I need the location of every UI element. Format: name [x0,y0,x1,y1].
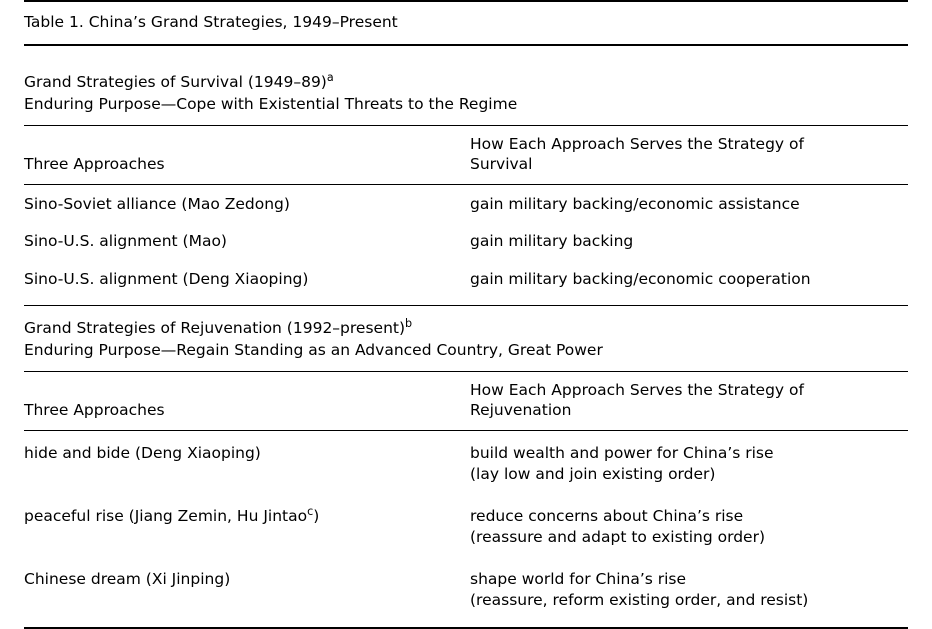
table-row [24,557,908,620]
serves-line2: (reassure, reform existing order, and resist) [470,591,809,610]
section-1-title-line2: Enduring Purpose—Cope with Existential Threats to the Regime [24,94,518,113]
serves-line1: shape world for China’s rise [470,570,687,589]
approach-text: peaceful rise (Jiang Zemin, Hu Jintao [24,507,308,526]
table-row [24,260,908,298]
serves-line1: reduce concerns about China’s rise [470,507,744,526]
section-2-heading-row [24,306,908,371]
section-2-title-footnote-marker: b [405,316,413,330]
approach-cell: Chinese dream (Xi Jinping) [24,570,231,589]
serves-line1: build wealth and power for China’s rise [470,443,774,462]
table-row [24,494,908,557]
spacer-after-caption [24,46,908,60]
serves-cell [470,494,908,557]
approach-cell: hide and bide (Deng Xiaoping) [24,443,261,462]
section-2-colhead-left: Three Approaches [24,401,165,420]
table-caption: Table 1. China’s Grand Strategies, 1949–Present [24,13,398,31]
approach-cell: Sino-Soviet alliance (Mao Zedong) [24,194,290,213]
approach-footnote-marker: c [307,504,314,518]
section-2-title-line2: Enduring Purpose—Regain Standing as an Advanced Country, Great Power [24,340,603,359]
section-2-column-headers [24,372,908,430]
serves-line2: (reassure and adapt to existing order) [470,528,766,547]
section-1-colhead-left: Three Approaches [24,155,165,174]
approach-cell: Sino-U.S. alignment (Deng Xiaoping) [24,270,309,289]
table-caption-row [24,2,908,44]
section-1-title-footnote-marker: a [326,70,334,84]
approach-cell: Sino-U.S. alignment (Mao) [24,232,227,251]
table-row [24,185,908,223]
section-1-heading [24,60,908,125]
approach-cell [24,494,470,557]
section-2-colhead-right-line1: How Each Approach Serves the Strategy of [470,380,804,399]
section-1-title-line1: Grand Strategies of Survival (1949–89) [24,72,327,91]
table-row [24,431,908,494]
serves-cell [470,557,908,620]
spacer-before-bottom-rule [24,620,908,627]
approach-text-tail: ) [313,507,320,526]
serves-cell: gain military backing/economic cooperation [470,270,811,289]
section-1-colhead-right-line2: Survival [470,155,533,174]
serves-cell: gain military backing [470,232,634,251]
spacer-before-rule-1 [24,298,908,305]
serves-line2: (lay low and join existing order) [470,464,716,483]
table-row [24,222,908,260]
section-1-heading-row [24,60,908,125]
serves-cell: gain military backing/economic assistance [470,194,800,213]
section-2-colhead-right-line2: Rejuvenation [470,401,572,420]
section-1-colhead-right-line1: How Each Approach Serves the Strategy of [470,134,804,153]
section-1-colhead-right [470,126,908,184]
section-2-colhead-right [470,372,908,430]
serves-cell [470,431,908,494]
grand-strategies-table [24,0,908,629]
section-2-title-line1: Grand Strategies of Rejuvenation (1992–present) [24,318,406,337]
section-1-column-headers [24,126,908,184]
section-2-heading [24,306,908,371]
